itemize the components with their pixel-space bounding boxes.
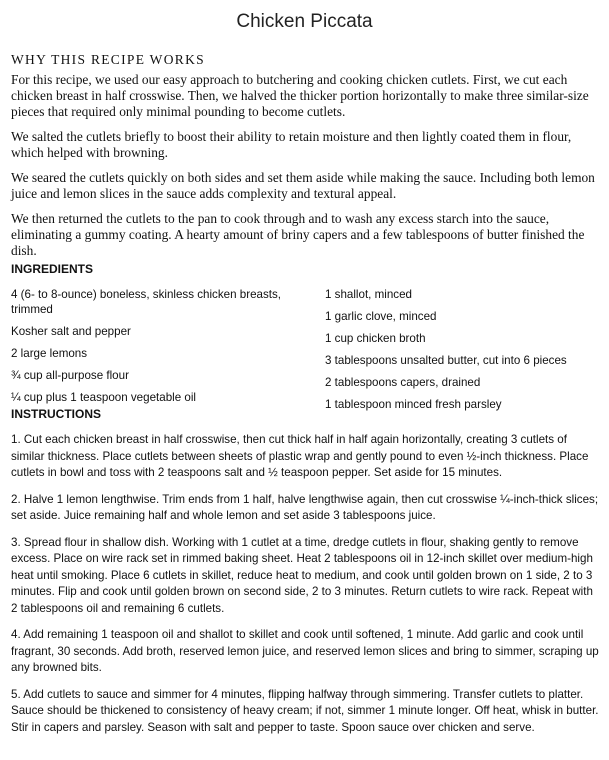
ingredient-item: ¾ cup all-purpose flour — [11, 369, 129, 382]
instruction-step: 2. Halve 1 lemon lengthwise. Trim ends from 1 half, halve lengthwise again, then cut crosswise ¼-inch-thick slices; set aside. Juice remaining half and whole lemon and set aside 3 tablespoons juice. — [11, 492, 599, 522]
ingredient-item: 1 cup chicken broth — [325, 332, 426, 345]
page-title: Chicken Piccata — [236, 11, 373, 32]
ingredients-list-right — [325, 287, 605, 419]
instruction-step: 4. Add remaining 1 teaspoon oil and shallot to skillet and cook until softened, 1 minute. Add garlic and cook until fragrant, 30 seconds. Add broth, reserved lemon juice, and reserved lemon slices and bring to simmer, scraping up any browned bits. — [11, 628, 599, 674]
why-paragraph: For this recipe, we used our easy approach to butchering and cooking chicken cutlets. First, we cut each chicken breast in half crosswise. Then, we halved the thicker portion horizontally to make three similar-size pieces that required only minimal pounding to become cutlets. — [11, 72, 589, 119]
ingredients-heading: INGREDIENTS — [11, 262, 94, 276]
ingredient-item: 4 (6- to 8-ounce) boneless, skinless chicken breasts, trimmed — [11, 288, 282, 316]
ingredient-item: ¼ cup plus 1 teaspoon vegetable oil — [11, 391, 196, 404]
ingredient-item: 3 tablespoons unsalted butter, cut into 6 pieces — [325, 354, 567, 367]
ingredient-item: 2 tablespoons capers, drained — [325, 376, 481, 389]
why-paragraph: We seared the cutlets quickly on both sides and set them aside while making the sauce. Including both lemon juice and lemon slices in the sauce adds complexity and textural appeal. — [11, 170, 595, 201]
ingredients-list-left — [11, 287, 311, 412]
instruction-step: 5. Add cutlets to sauce and simmer for 4 minutes, flipping halfway through simmering. Transfer cutlets to platter. Sauce should be thickened to consistency of heavy cream; if not, simmer 1 minute longer. Off heat, whisk in butter. Stir in capers and parsley. Season with salt and pepper to taste. Spoon sauce over chicken and serve. — [11, 687, 599, 734]
instructions-list — [11, 432, 601, 746]
ingredient-item: 1 shallot, minced — [325, 288, 412, 301]
why-body — [11, 72, 597, 268]
why-paragraph: We salted the cutlets briefly to boost their ability to retain moisture and then lightly coated them in flour, which helped with browning. — [11, 129, 572, 160]
instructions-heading: INSTRUCTIONS — [11, 407, 101, 421]
ingredient-item: 1 tablespoon minced fresh parsley — [325, 398, 502, 411]
ingredient-item: Kosher salt and pepper — [11, 325, 131, 338]
ingredient-item: 1 garlic clove, minced — [325, 310, 437, 323]
ingredient-item: 2 large lemons — [11, 347, 88, 360]
why-heading: WHY THIS RECIPE WORKS — [11, 52, 205, 67]
why-paragraph: We then returned the cutlets to the pan to cook through and to wash any excess starch into the sauce, eliminating a gummy coating. A hearty amount of briny capers and a few tablespoons of butter finished the dish. — [11, 211, 585, 258]
instruction-step: 1. Cut each chicken breast in half crosswise, then cut thick half in half again horizontally, creating 3 cutlets of similar thickness. Place cutlets between sheets of plastic wrap and gently pound to even ½-inch thickness. Place cutlets in bowl and toss with 2 teaspoons salt and ½ teaspoon pepper. Set aside for 15 minutes. — [11, 433, 589, 479]
instruction-step: 3. Spread flour in shallow dish. Working with 1 cutlet at a time, dredge cutlets in flour, shaking gently to remove excess. Place on wire rack set in rimmed baking sheet. Heat 2 tablespoons oil in 12-inch skillet over medium-high heat until smoking. Place 6 cutlets in skillet, reduce heat to medium, and cook until golden brown on 1 side, 2 to 3 minutes. Flip and cook until golden brown on second side, 2 to 3 minutes. Return cutlets to wire rack. Repeat with 2 tablespoons oil and remaining 6 cutlets. — [11, 535, 593, 615]
